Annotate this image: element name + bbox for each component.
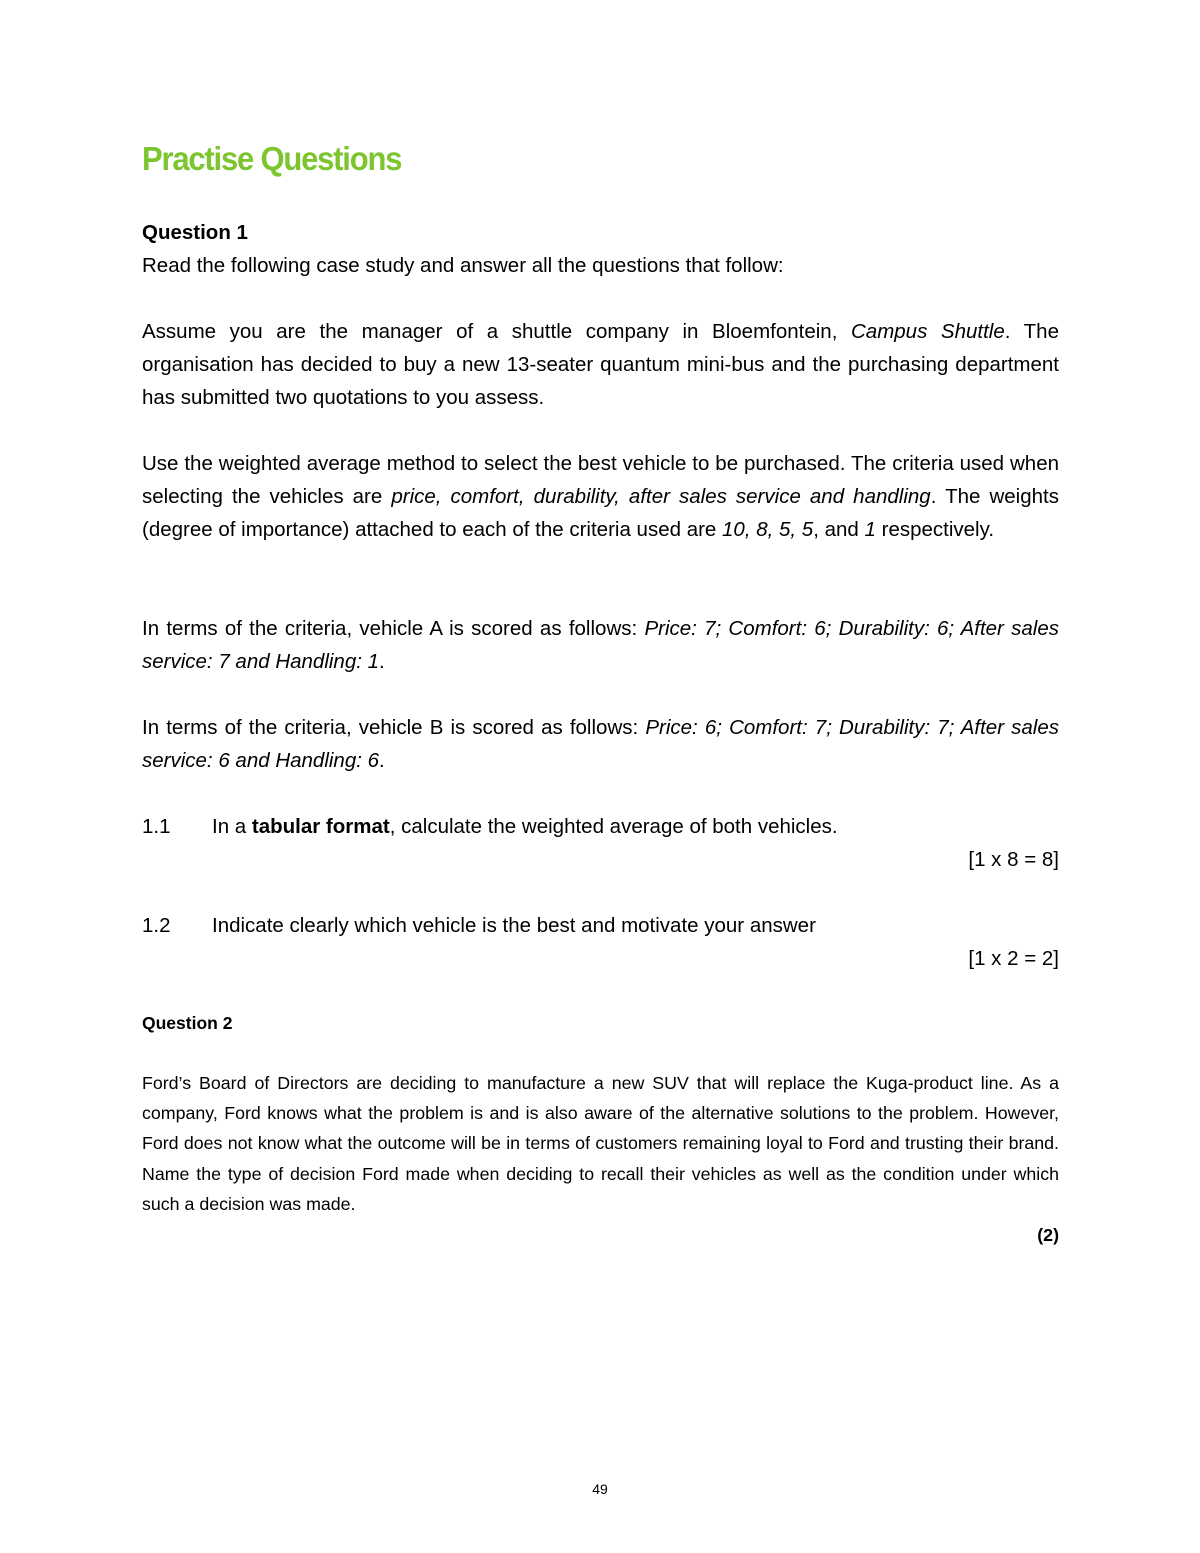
paragraph-text: . The weights (degree of importance) attached to each of the criteria used are — [142, 485, 1059, 541]
company-name: Campus Shuttle — [851, 320, 1005, 343]
vehicle-b-scores-paragraph — [142, 711, 1059, 777]
weights-list: 10, 8, 5, 5 — [722, 518, 814, 541]
section-title: Practise Questions — [142, 140, 402, 178]
subquestion-text: , calculate the weighted average of both vehicles. — [389, 815, 838, 838]
paragraph-text: In terms of the criteria, vehicle A is scored as follows: — [142, 617, 645, 640]
subquestion-1-1-number: 1.1 — [142, 815, 171, 838]
paragraph-text: . — [379, 650, 385, 673]
vehicle-b-scores: Price: 6; Comfort: 7; Durability: 7; After sales service: 6 and Handling: 6 — [142, 716, 1059, 772]
paragraph-text: Use the weighted average method to select the best vehicle to be purchased. The criteria used when selecting the vehicles are — [142, 452, 1059, 508]
paragraph-text: In terms of the criteria, vehicle B is scored as follows: — [142, 716, 646, 739]
paragraph-text: Assume you are the manager of a shuttle company in Bloemfontein, — [142, 320, 851, 343]
paragraph-text: respectively. — [875, 518, 995, 541]
vehicle-a-scores-paragraph — [142, 612, 1059, 678]
subquestion-bold-text: tabular format — [251, 815, 390, 838]
question-2-body: Ford’s Board of Directors are deciding to manufacture a new SUV that will replace the Kuga-product line. As a company, Ford knows what the problem is and is also aware of the alternative solutions to the problem. However, Ford does not know what the outcome will be in terms of customers remaining loyal to Ford and trusting their brand. Name the type of decision Ford made when deciding to recall their vehicles as well as the condition under which such a decision was made. — [142, 1073, 1059, 1214]
case-study-paragraph-2 — [142, 447, 1059, 546]
case-study-paragraph-1 — [142, 315, 1059, 414]
subquestion-1-1-marks: [1 x 8 = 8] — [968, 848, 1059, 871]
question-1-instruction: Read the following case study and answer all the questions that follow: — [142, 254, 784, 277]
subquestion-1-1-text — [212, 810, 838, 843]
paragraph-text: , and — [813, 518, 865, 541]
vehicle-a-scores: Price: 7; Comfort: 6; Durability: 6; After sales service: 7 and Handling: 1 — [142, 617, 1059, 673]
paragraph-text: . The organisation has decided to buy a new 13-seater quantum mini-bus and the purchasing department has submitted two quotations to you assess. — [142, 320, 1059, 409]
weight-last: 1 — [864, 518, 876, 541]
question-2-title: Question 2 — [142, 1013, 233, 1033]
page-number: 49 — [592, 1481, 608, 1497]
question-1-title: Question 1 — [142, 221, 248, 244]
subquestion-1-2-marks: [1 x 2 = 2] — [968, 947, 1059, 970]
criteria-list: price, comfort, durability, after sales service and handling — [391, 485, 931, 508]
question-2-marks: (2) — [1037, 1225, 1059, 1245]
subquestion-text: In a — [212, 815, 252, 838]
subquestion-1-2-text: Indicate clearly which vehicle is the best and motivate your answer — [212, 914, 816, 937]
paragraph-text: . — [379, 749, 385, 772]
subquestion-1-2-number: 1.2 — [142, 914, 171, 937]
